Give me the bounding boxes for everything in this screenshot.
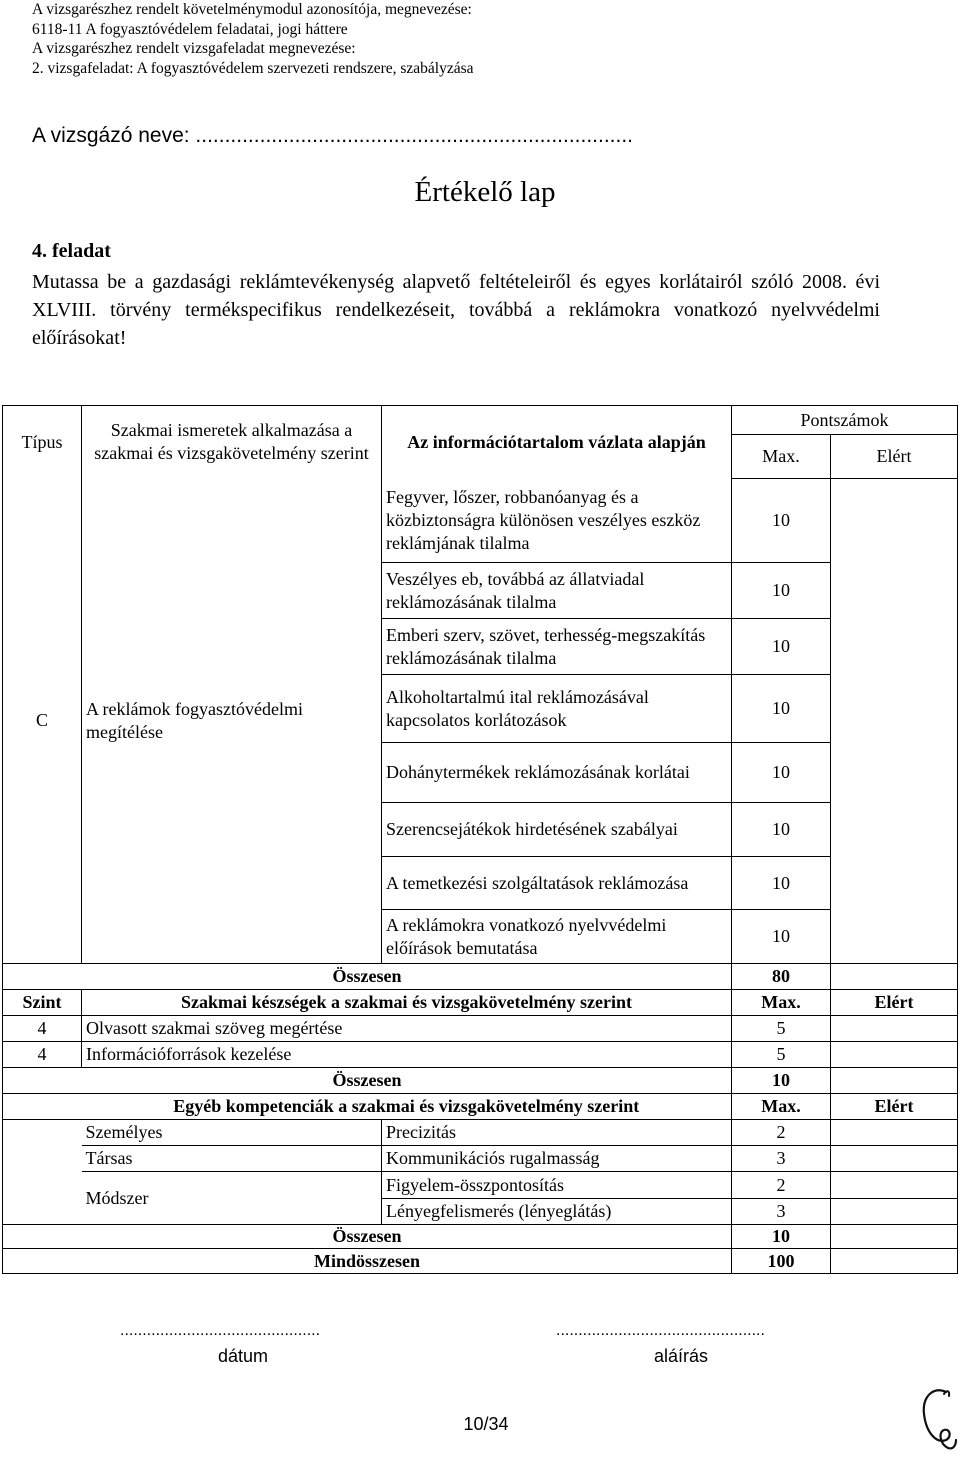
date-line: ............................................. [120,1322,321,1339]
competency-max: 3 [732,1146,831,1172]
points-header: Pontszámok [732,406,958,435]
achieved-header: Elért [831,435,958,479]
competency-max: 2 [732,1120,831,1146]
grand-total-label: Mindösszesen [3,1249,732,1274]
total-achieved [831,1068,958,1094]
competency-achieved [831,1146,958,1172]
page-number: 10/34 [463,1414,509,1434]
competency-text: Precizitás [382,1120,732,1146]
grand-total-max: 100 [732,1249,831,1274]
blank-cell [3,1094,82,1120]
achieved-cell [831,479,958,964]
item-text: Fegyver, lőszer, robbanóanyag és a közbiztonságra különösen veszélyes eszköz reklámjának tilalma [382,479,732,563]
skill-text: Olvasott szakmai szöveg megértése [82,1016,732,1042]
total-achieved [831,1225,958,1249]
level-header: Szint [3,990,82,1016]
item-text: A reklámokra vonatkozó nyelvvédelmi előírások bemutatása [382,910,732,964]
blank-cell [3,1146,82,1172]
total-max: 80 [732,964,831,990]
other-section-header: Egyéb kompetenciák a szakmai és vizsgakövetelmény szerint [82,1094,732,1120]
max-header: Max. [732,990,831,1016]
handwritten-signature [916,1384,958,1454]
total-label: Összesen [3,1225,732,1249]
skill-level: 4 [3,1042,82,1068]
skill-text: Információforrások kezelése [82,1042,732,1068]
skill-max: 5 [732,1016,831,1042]
signature-line: ............................................... [556,1322,765,1339]
item-text: Szerencsejátékok hirdetésének szabályai [382,803,732,857]
header-line-1: A vizsgarészhez rendelt követelménymodul azonosítója, megnevezése: [32,1,472,18]
grand-total-achieved [831,1249,958,1274]
item-max: 10 [732,479,831,563]
signature-label: aláírás [654,1346,709,1366]
total-achieved [831,964,958,990]
item-max: 10 [732,857,831,910]
item-text: Emberi szerv, szövet, terhesség-megszakítás reklámozásának tilalma [382,619,732,675]
examinee-name-line: A vizsgázó neve: ........................................................................... [32,124,634,147]
skill-level: 4 [3,1016,82,1042]
max-header: Max. [732,435,831,479]
competency-group: Személyes [82,1120,382,1146]
task-description: Mutassa be a gazdasági reklámtevékenység alapvető feltételeiről és egyes korlátairól szóló 2008. évi XLVIII. törvény termékspecifikus rendelkezéseit, továbbá a reklámokra vonatkozó nyelvvédelmi előírásokat! [32,271,880,349]
competency-text: Kommunikációs rugalmasság [382,1146,732,1172]
outline-header: Az információtartalom vázlata alapján [382,406,732,479]
evaluation-table [2,405,958,1274]
competency-max: 3 [732,1199,831,1225]
page-title: Értékelő lap [414,176,556,208]
competency-group: Társas [82,1146,382,1172]
total-max: 10 [732,1225,831,1249]
competency-max: 2 [732,1172,831,1199]
item-text: Dohánytermékek reklámozásának korlátai [382,743,732,803]
document-header [32,0,474,78]
item-max: 10 [732,563,831,619]
skill-cell: A reklámok fogyasztóvédelmi megítélése [82,479,382,964]
skill-achieved [831,1042,958,1068]
competency-text: Lényegfelismerés (lényeglátás) [382,1199,732,1225]
item-text: Veszélyes eb, továbbá az állatviadal reklámozásának tilalma [382,563,732,619]
competency-achieved [831,1120,958,1146]
item-max: 10 [732,675,831,743]
max-header: Max. [732,1094,831,1120]
total-max: 10 [732,1068,831,1094]
item-text: Alkoholtartalmú ital reklámozásával kapcsolatos korlátozások [382,675,732,743]
competency-achieved [831,1172,958,1199]
skill-achieved [831,1016,958,1042]
header-line-3: A vizsgarészhez rendelt vizsgafeladat megnevezése: [32,40,356,57]
total-label: Összesen [3,964,732,990]
item-text: A temetkezési szolgáltatások reklámozása [382,857,732,910]
blank-cell [3,1120,82,1146]
item-max: 10 [732,803,831,857]
total-label: Összesen [3,1068,732,1094]
competency-group: Módszer [82,1172,382,1225]
task-number: 4. feladat [32,240,111,262]
type-header: Típus [3,406,82,479]
date-label: dátum [218,1346,269,1366]
header-line-4: 2. vizsgafeladat: A fogyasztóvédelem szervezeti rendszere, szabályzása [32,59,474,77]
skills-section-header: Szakmai készségek a szakmai és vizsgakövetelmény szerint [82,990,732,1016]
achieved-header: Elért [831,990,958,1016]
competency-achieved [831,1199,958,1225]
blank-cell [3,1172,82,1225]
competency-text: Figyelem-összpontosítás [382,1172,732,1199]
item-max: 10 [732,910,831,964]
item-max: 10 [732,619,831,675]
achieved-header: Elért [831,1094,958,1120]
skill-max: 5 [732,1042,831,1068]
header-line-2: 6118-11 A fogyasztóvédelem feladatai, jogi háttere [32,20,348,38]
item-max: 10 [732,743,831,803]
skills-header: Szakmai ismeretek alkalmazása a szakmai és vizsgakövetelmény szerint [82,406,382,479]
type-cell: C [3,479,82,964]
